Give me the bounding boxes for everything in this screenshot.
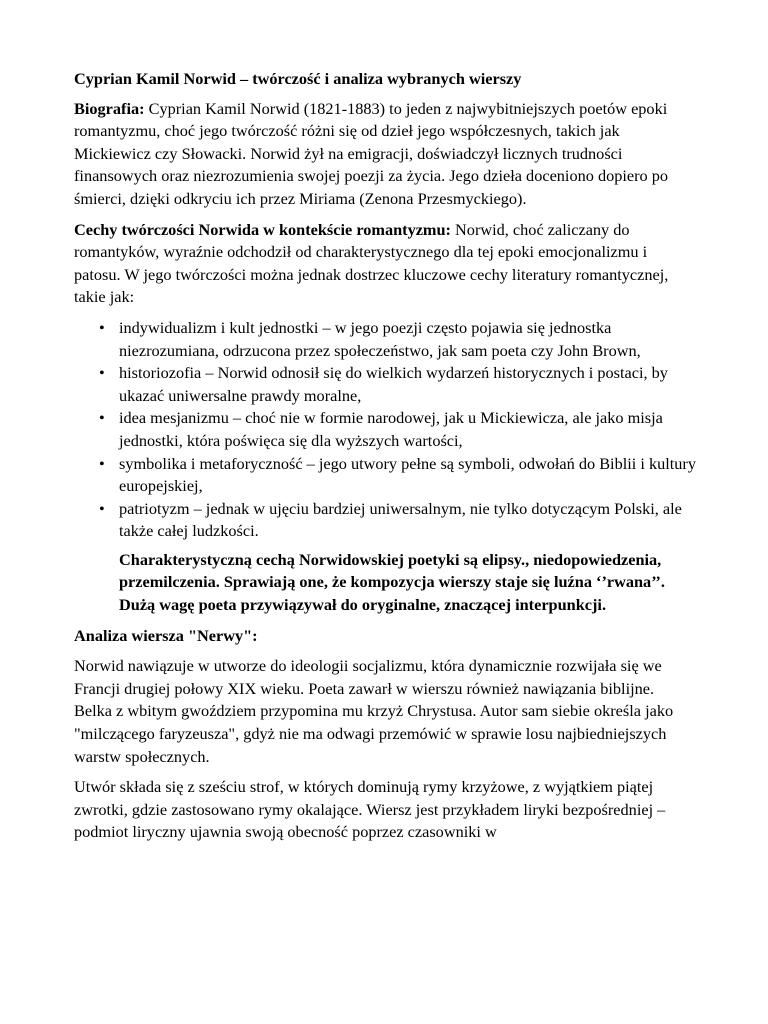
document-page: [74, 68, 696, 852]
list-item-text: idea mesjanizmu – choć nie w formie narodowej, jak u Mickiewicza, ale jako misja jednostki, która poświęca się dla wyższych wartości,: [119, 408, 663, 450]
analysis-paragraph-2: Utwór składa się z sześciu strof, w których dominują rymy krzyżowe, z wyjątkiem piątej zwrotki, gdzie zastosowano rymy okalające. Wiersz jest przykładem liryki bezpośredniej – podmiot liryczny ujawnia swoją obecność poprzez czasowniki w: [74, 777, 666, 842]
list-item: [99, 498, 696, 543]
list-item-text: symbolika i metaforyczność – jego utwory pełne są symboli, odwołań do Biblii i kultury europejskiej,: [119, 453, 696, 496]
bullet-icon: •: [99, 408, 105, 428]
document-title: Cyprian Kamil Norwid – twórczość i analiza wybranych wierszy: [74, 69, 522, 88]
features-label: Cechy twórczości Norwida w kontekście romantyzmu:: [74, 219, 451, 239]
biography-text: Cyprian Kamil Norwid (1821-1883) to jeden z najwybitniejszych poetów epoki romantyzmu, choć jego twórczość różni się od dzieł jego współczesnych, takich jak Mickiewicz czy Słowacki. Norwid żył na emigracji, doświadczył licznych trudności finansowych oraz niezrozumienia swojej poezji za życia. Jego dzieła doceniono dopiero po śmierci, dzięki odkryciu ich przez Miriama (Zenona Przesmyckiego).: [74, 98, 669, 208]
list-item-text: historiozofia – Norwid odnosił się do wielkich wydarzeń historycznych i postaci, by ukazać uniwersalne prawdy moralne,: [119, 363, 668, 405]
list-item-text: indywidualizm i kult jednostki – w jego poezji często pojawia się jednostka niezrozumiana, odrzucona przez społeczeństwo, jak sam poeta czy John Brown,: [119, 317, 641, 360]
features-intro-text: Norwid, choć zaliczany do romantyków, wyraźnie odchodził od charakterystycznego dla tej epoki emocjonalizmu i patosu. W jego twórczości można jednak dostrzec kluczowe cechy literatury romantycznej, takie jak:: [74, 219, 669, 307]
bullet-icon: •: [99, 363, 105, 383]
bullet-icon: •: [99, 317, 105, 337]
poetics-quote: Charakterystyczną cechą Norwidowskiej poetyki są elipsy., niedopowiedzenia, przemilczenia. Sprawiają one, że kompozycja wierszy staje się luźna ‘’rwana’’. Dużą wagę poeta przywiązywał do oryginalne, znaczącej interpunkcji.: [119, 549, 665, 615]
bullet-icon: •: [99, 453, 105, 473]
bullet-icon: •: [99, 498, 105, 518]
list-item: [99, 407, 696, 452]
biography-label: Biografia:: [74, 98, 145, 118]
features-intro-paragraph: [74, 219, 696, 309]
list-item: [99, 453, 696, 498]
analysis-paragraph-1: Norwid nawiązuje w utworze do ideologii socjalizmu, która dynamicznie rozwijała się we Francji drugiej połowy XIX wieku. Poeta zawarł w wierszu również nawiązania biblijne. Belka z wbitym gwoździem przypomina mu krzyż Chrystusa. Autor sam siebie określa jako "milczącego faryzeusza", gdyż nie ma odwagi przemówić w sprawie losu najbiedniejszych warstw społecznych.: [74, 656, 674, 766]
analysis-heading: Analiza wiersza "Nerwy":: [74, 625, 258, 645]
list-item-text: patriotyzm – jednak w ujęciu bardziej uniwersalnym, nie tylko dotyczącym Polski, ale także całej ludzkości.: [119, 498, 682, 541]
features-list: [74, 317, 696, 543]
list-item: [99, 362, 696, 407]
list-item: [99, 317, 696, 362]
biography-paragraph: [74, 98, 696, 211]
